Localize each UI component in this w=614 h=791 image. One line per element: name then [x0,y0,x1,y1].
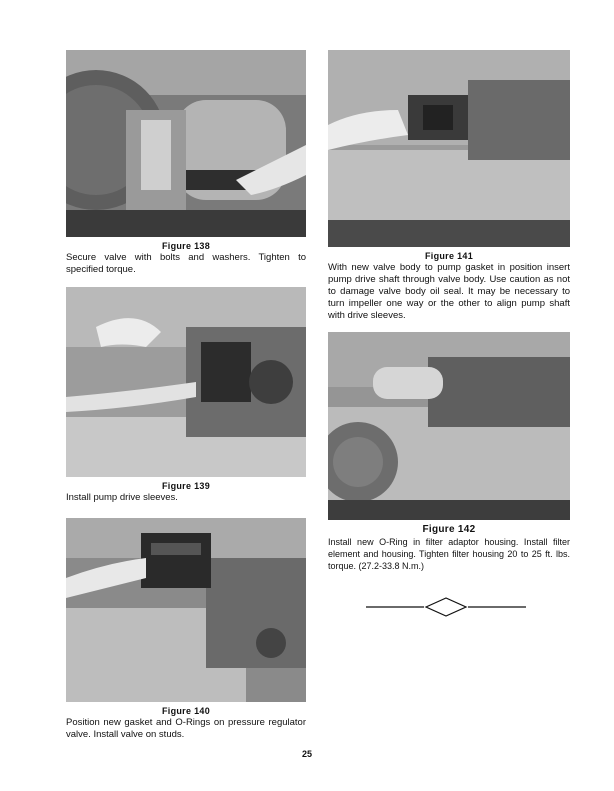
figure-138-photo [66,50,306,237]
divider-ornament [366,595,526,619]
figure-141-photo [328,50,570,247]
figure-141-caption: With new valve body to pump gasket in position insert pump drive shaft through valve body. Use caution as not to damage valve body oil seal. It may be necessary to turn impeller one way or the other to align pump shaft with drive sleeves. [328,262,570,321]
figure-140-photo [66,518,306,702]
figure-138-caption: Secure valve with bolts and washers. Tighten to specified torque. [66,252,306,275]
figure-139-photo [66,287,306,477]
figure-139-caption: Install pump drive sleeves. [66,492,178,503]
figure-142-caption: Install new O-Ring in filter adaptor housing. Install filter element and housing. Tighten filter housing 20 to 25 ft. lbs. torque. (27.2-33.8 N.m.) [328,537,570,571]
figure-139-label: Figure 139 [161,481,211,491]
figure-142-photo [328,332,570,520]
figure-142-label: Figure 142 [422,524,476,535]
figure-140-label: Figure 140 [161,706,211,716]
page-number: 25 [301,749,312,759]
figure-140-caption: Position new gasket and O-Rings on pressure regulator valve. Install valve on studs. [66,717,306,740]
figure-141-label: Figure 141 [424,251,474,261]
figure-138-label: Figure 138 [161,241,211,251]
